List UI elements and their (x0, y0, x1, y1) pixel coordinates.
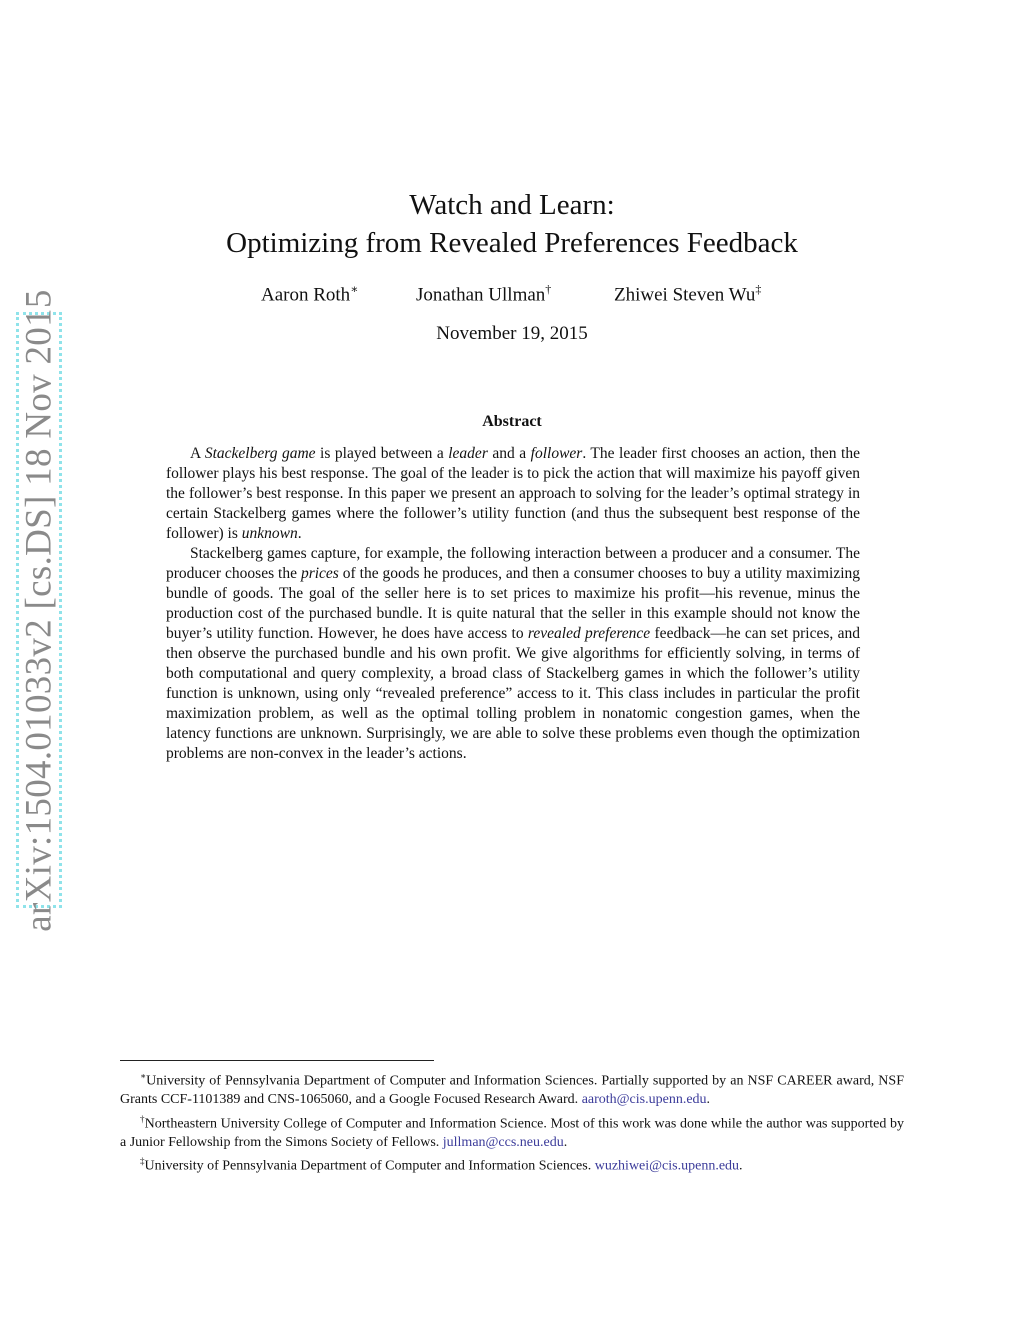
email-link-wu[interactable]: wuzhiwei@cis.upenn.edu (594, 1158, 740, 1174)
email-link-ullman[interactable]: jullman@ccs.neu.edu (442, 1134, 564, 1150)
footnote-1: ∗University of Pennsylvania Department of Computer and Information Sciences. Partially supported by an NSF CAREER award, NSF Grants CCF-1101389 and CNS-1065060, and a Google Focused Research Award. aaroth@cis.upenn.edu. (120, 1071, 904, 1108)
author-list (0, 282, 1024, 306)
abstract-paragraph-2: Stackelberg games capture, for example, the following interaction between a producer and a consumer. The producer chooses the prices of the goods he produces, and then a consumer chooses to buy a utility maximizing bundle of goods. The goal of the seller here is to set prices to maximize his profit—his revenue, minus the production cost of the purchased bundle. It is quite natural that the seller in this example should not know the buyer’s utility function. However, he does have access to revealed preference feedback—he can set prices, and then observe the purchased bundle and his own profit. We give algorithms for efficiently solving, in terms of both computational and query complexity, a broad class of Stackelberg games in which the follower’s utility function is unknown, using only “revealed preference” access to it. This class includes in particular the profit maximization problem, as well as the optimal tolling problem in nonatomic congestion games, when the latency functions are unknown. Surprisingly, we are able to solve these problems even though the optimization problems are non-convex in the leader’s actions. (166, 545, 861, 762)
paper-title (0, 186, 1024, 262)
email-link-roth[interactable]: aaroth@cis.upenn.edu (581, 1092, 707, 1108)
paper-date: November 19, 2015 (436, 323, 588, 344)
footnote-rule (120, 1060, 434, 1061)
title-line-1: Watch and Learn: (409, 189, 615, 221)
author-jonathan-ullman: Jonathan Ullman† (416, 282, 552, 306)
author-zhiwei-steven-wu: Zhiwei Steven Wu‡ (614, 282, 762, 306)
footnote-2: †Northeastern University College of Computer and Information Science. Most of this work was done while the author was supported by a Junior Fellowship from the Simons Society of Fellows. jullman@ccs.neu.edu. (120, 1113, 905, 1150)
arxiv-stamp-text: arXiv:1504.01033v2 [cs.DS] 18 Nov 2015 (18, 288, 60, 932)
arxiv-stamp (16, 288, 62, 932)
abstract-body (166, 444, 860, 764)
author-aaron-roth: Aaron Roth∗ (261, 282, 359, 306)
title-line-2: Optimizing from Revealed Preferences Feedback (226, 227, 798, 259)
footnotes (120, 1060, 904, 1176)
abstract-heading: Abstract (482, 413, 542, 430)
abstract-paragraph-1: A Stackelberg game is played between a leader and a follower. The leader first chooses an action, then the follower plays his best response. The goal of the leader is to pick the action that will maximize his payoff given the follower’s best response. In this paper we present an approach to solving for the leader’s optimal strategy in certain Stackelberg games where the follower’s utility function (and thus the subsequent best response of the follower) is unknown. (166, 445, 860, 542)
footnote-3: ‡University of Pennsylvania Department of Computer and Information Sciences. wuzhiwei@cis.upenn.edu. (140, 1156, 743, 1174)
